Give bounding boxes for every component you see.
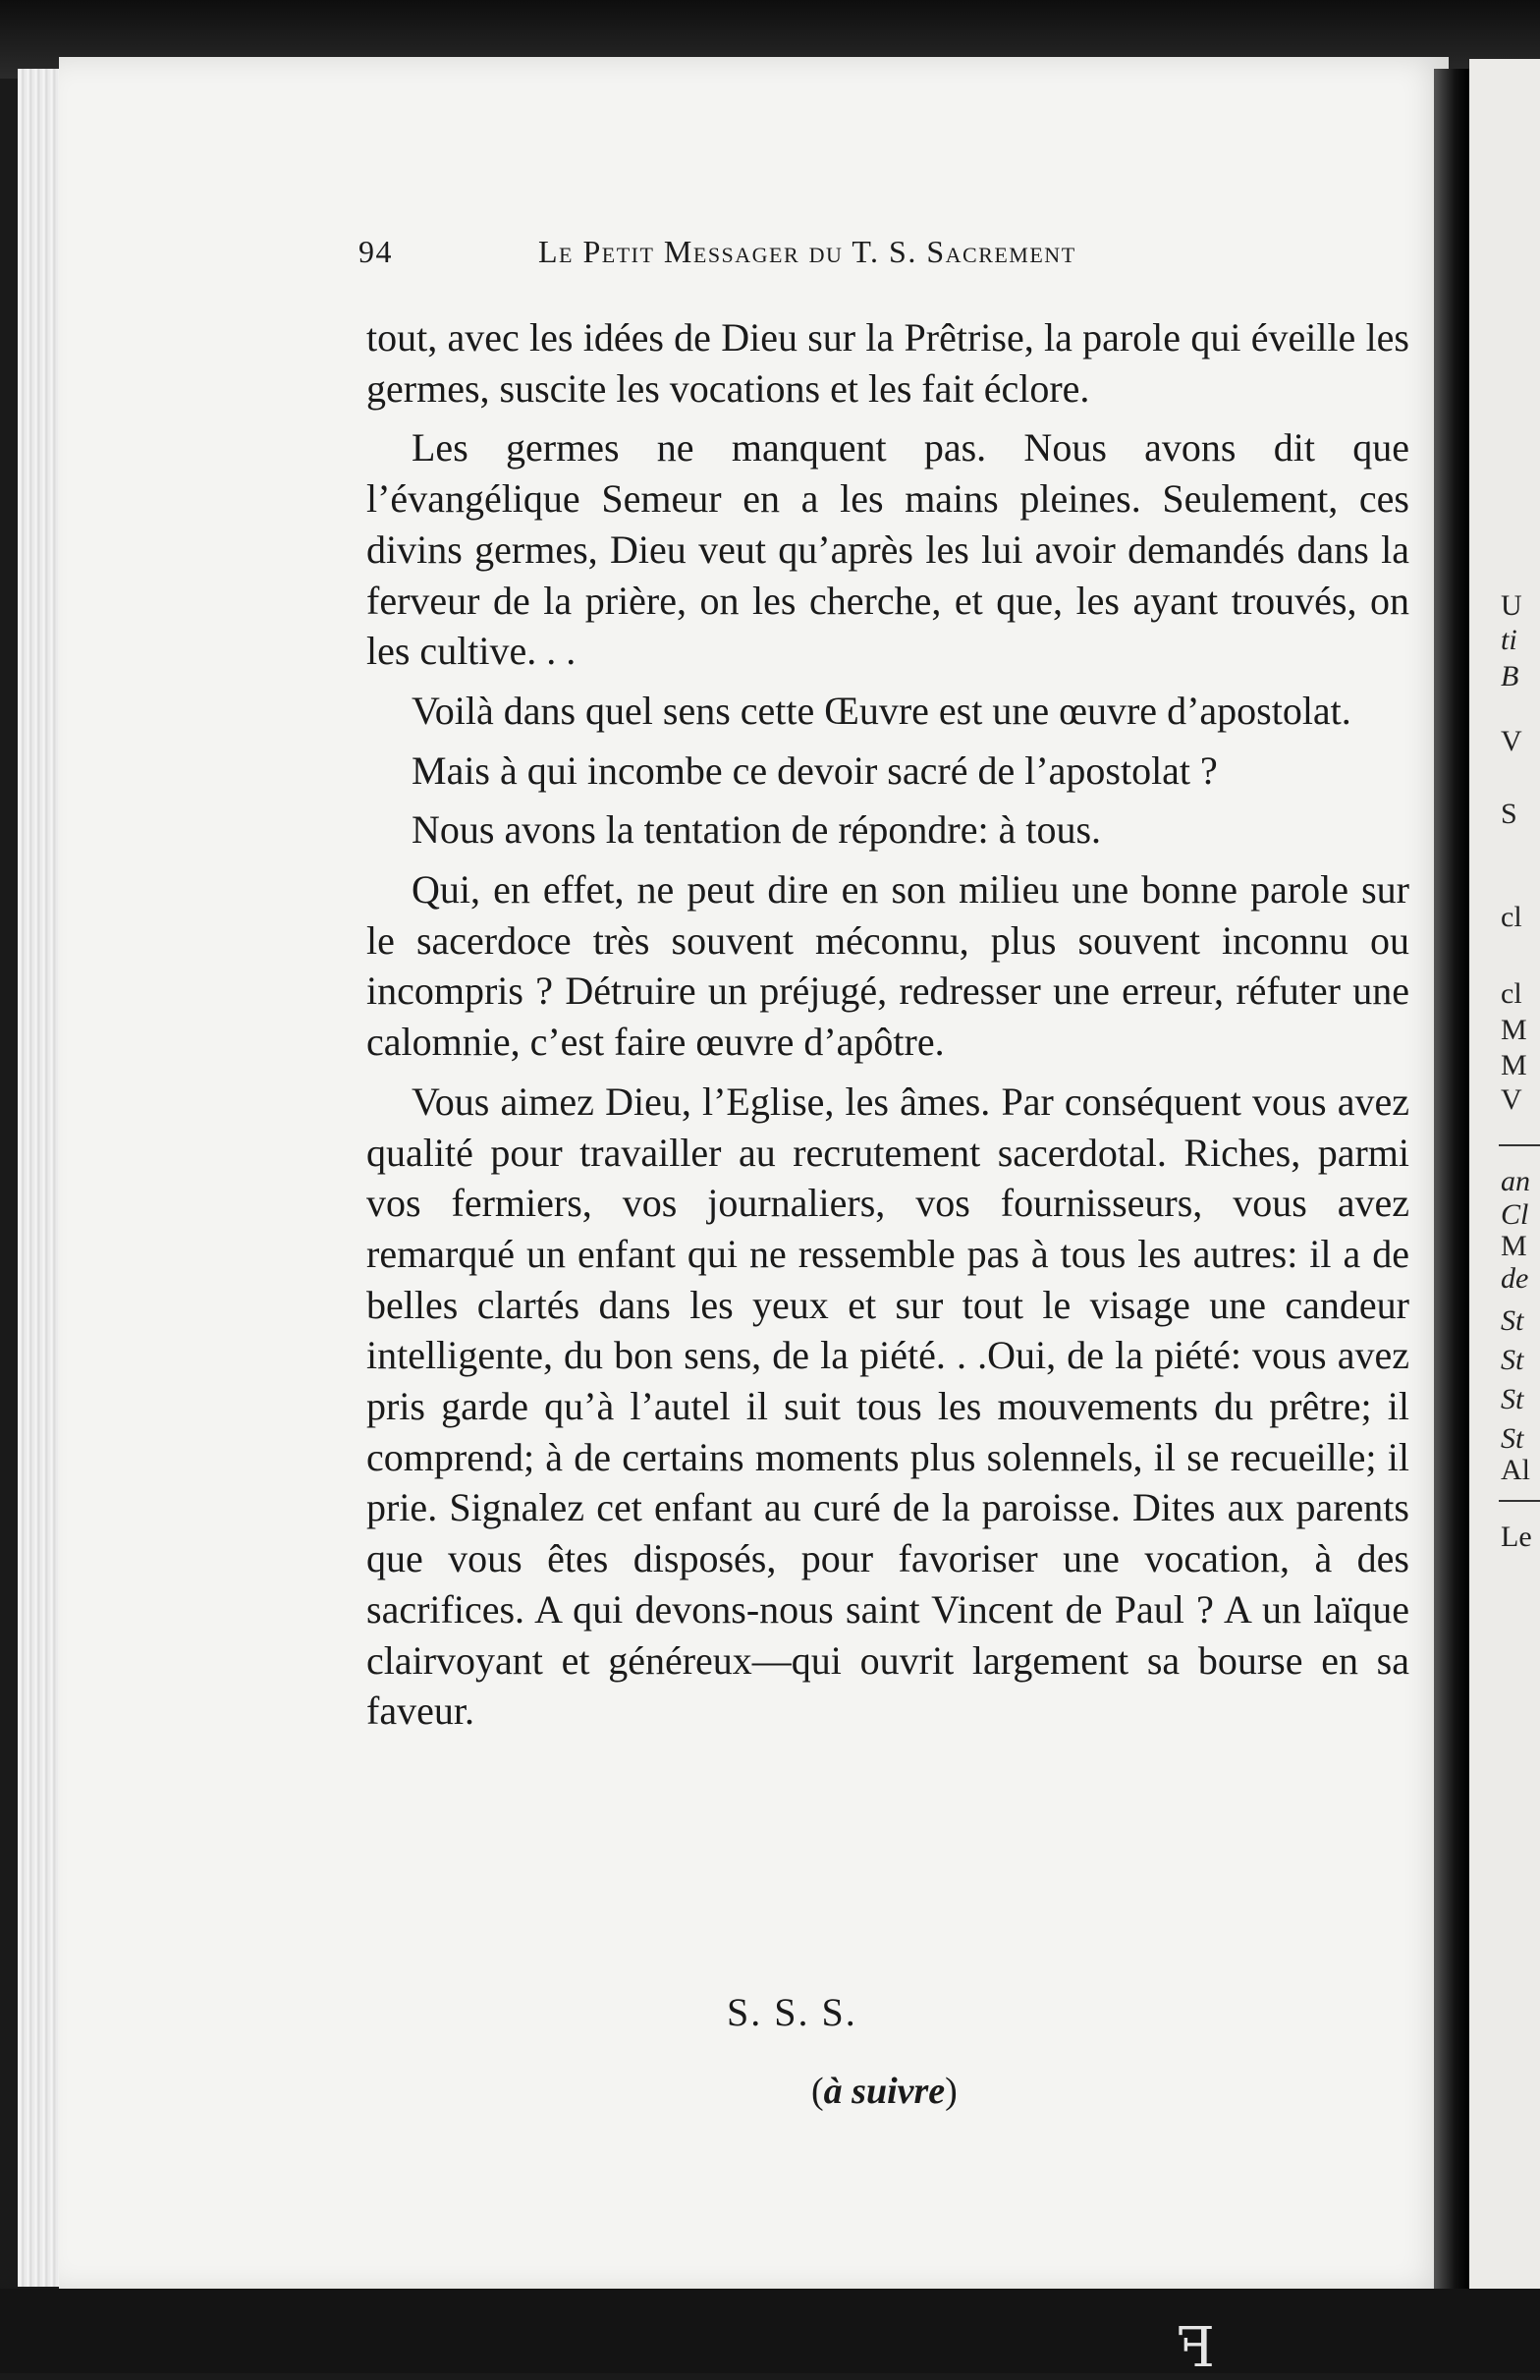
facing-fragment: an xyxy=(1501,1165,1530,1197)
running-title: Le Petit Messager du T. S. Sacrement xyxy=(538,234,1076,269)
facing-fragment: Al xyxy=(1501,1454,1530,1486)
facing-fragment: M xyxy=(1501,1230,1527,1262)
paragraph: Qui, en effet, ne peut dire en son milieu une bonne parole sur le sacerdoce très souvent méconnu, plus souvent inconnu ou incompris ? Détruire un préjugé, redresser une erreur, réfuter une calomnie, c’est faire œuvre d’apôtre. xyxy=(366,867,1409,1065)
scan-mark: ꟻ xyxy=(1177,2318,1215,2379)
paragraph: Les germes ne manquent pas. Nous avons dit que l’évangélique Semeur en a les mains pleines. Seulement, ces divins germes, Dieu veut qu’après les lui avoir demandés dans la ferveur de la prière, on les cherche, et que, les ayant trouvés, on les cultive. . . xyxy=(366,425,1409,674)
book-gutter xyxy=(1434,69,1469,2289)
facing-fragment: M xyxy=(1501,1014,1527,1046)
facing-fragment: S xyxy=(1501,798,1517,830)
facing-fragment: V xyxy=(1501,1083,1522,1116)
paragraph: Nous avons la tentation de répondre: à tous. xyxy=(412,807,1102,853)
page-number: 94 xyxy=(358,234,393,269)
facing-fragment: cl xyxy=(1501,977,1522,1010)
paragraph: Vous aimez Dieu, l’Eglise, les âmes. Par conséquent vous avez qualité pour travailler au recrutement sacerdotal. Riches, parmi vos fermiers, vos journaliers, vos fournisseurs, vous avez remarqué un enfant qui ne ressemble pas à tous les autres: il a de belles clartés dans les yeux et sur tout le visage une candeur intelligente, du bon sens, de la piété. . .Oui, de la piété: vous avez pris garde qu’à l’autel il suit tous les mouvements du prêtre; il comprend; à de certains moments plus solennels, il se recueille; il prie. Signalez cet enfant au curé de la paroisse. Dites aux parents que vous êtes disposés, pour favoriser une vocation, à des sacrifices. A qui devons-nous saint Vincent de Paul ? A un laïque clairvoyant et généreux—qui ouvrit largement sa bourse en sa faveur. xyxy=(366,1079,1409,1734)
facing-rule xyxy=(1499,1500,1540,1502)
continuation-note xyxy=(811,2070,958,2113)
continuation-open-paren: ( xyxy=(811,2071,824,2112)
facing-fragment: St xyxy=(1501,1344,1524,1376)
facing-fragment: ti xyxy=(1501,624,1517,656)
facing-page-fragment xyxy=(1469,59,1540,2308)
article-body xyxy=(366,312,1409,1737)
facing-fragment: U xyxy=(1501,589,1522,622)
continuation-text: à suivre xyxy=(823,2071,946,2112)
paragraph: Mais à qui incombe ce devoir sacré de l’apostolat ? xyxy=(412,747,1218,793)
author-signature: S. S. S. xyxy=(727,1990,857,2034)
page-header xyxy=(358,234,1380,281)
continuation-close-paren: ) xyxy=(945,2071,958,2112)
facing-fragment: St xyxy=(1501,1383,1524,1415)
facing-fragment: de xyxy=(1501,1262,1529,1295)
facing-fragment: Cl xyxy=(1501,1198,1529,1231)
paragraph: tout, avec les idées de Dieu sur la Prêtrise, la parole qui éveille les germes, suscite les vocations et les fait éclore. xyxy=(366,315,1409,411)
paragraph: Voilà dans quel sens cette Œuvre est une œuvre d’apostolat. xyxy=(412,688,1351,733)
facing-fragment: St xyxy=(1501,1304,1524,1337)
facing-fragment: V xyxy=(1501,725,1522,757)
facing-fragment: Le xyxy=(1501,1521,1532,1553)
facing-rule xyxy=(1499,1144,1540,1146)
scan-background-bottom xyxy=(0,2289,1540,2373)
facing-fragment: St xyxy=(1501,1422,1524,1455)
facing-fragment: cl xyxy=(1501,901,1522,933)
facing-fragment: M xyxy=(1501,1049,1527,1081)
facing-fragment: B xyxy=(1501,660,1519,692)
